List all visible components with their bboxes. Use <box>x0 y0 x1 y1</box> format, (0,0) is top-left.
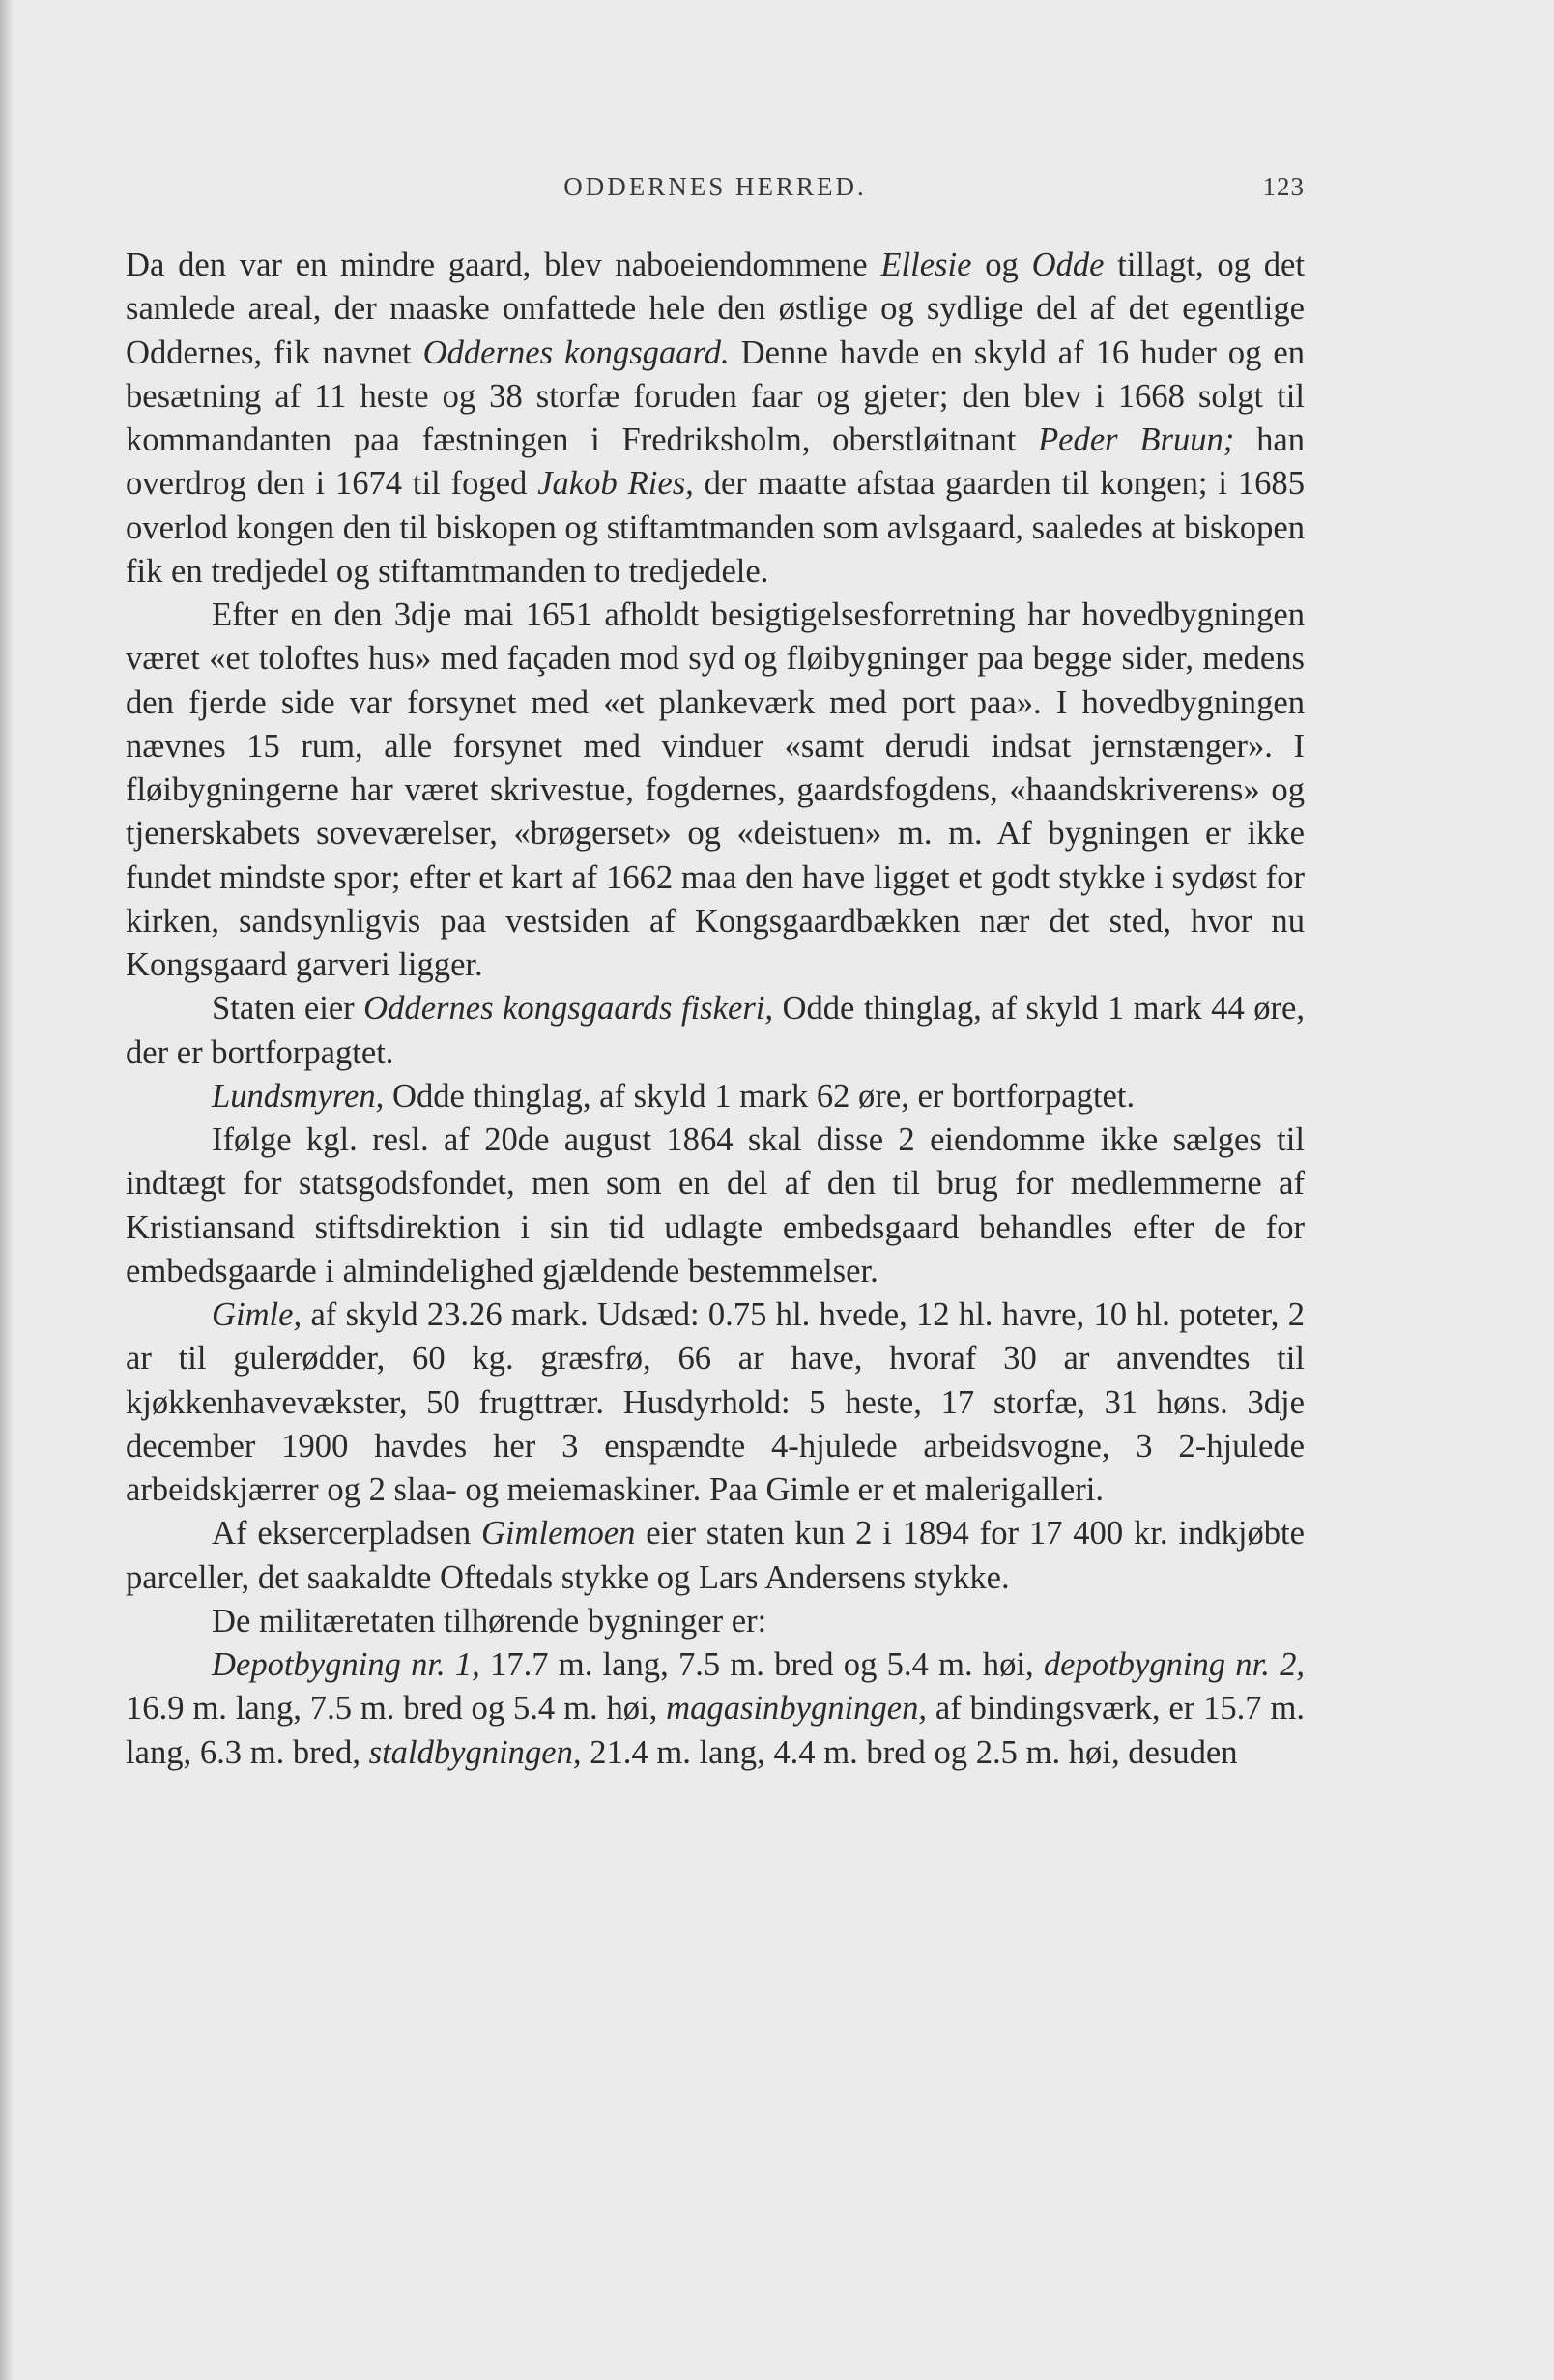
italic-text-run: Gimlemoen <box>480 1515 636 1553</box>
italic-text-run: Lundsmyren, <box>212 1077 385 1115</box>
page-number: 123 <box>1262 172 1305 201</box>
italic-text-run: depotbygning nr. 2, <box>1043 1646 1306 1683</box>
text-run: Ifølge kgl. resl. af 20de august 1864 skal disse 2 eiendomme ikke sælges til indtægt for statsgodsfondet, men som en del af den til brug for medlemmerne af Kristiansand stiftsdirektion i sin tid udlagte embedsgaard behandles efter de for embedsgaarde i almindelighed gjældende bestemmelser. <box>126 1121 1305 1290</box>
italic-text-run: magasinbygningen, <box>666 1690 928 1727</box>
text-run: tillagt, og det samlede areal, der maaske omfattede hele den østlige og sydlige del af det egentlige Oddernes, fik navnet <box>126 247 1305 371</box>
text-run: han overdrog den i 1674 til foged <box>126 421 1305 503</box>
paragraph <box>126 1512 1305 1600</box>
body-text <box>126 244 1305 1775</box>
paragraph <box>126 594 1305 987</box>
paragraph <box>126 1075 1305 1118</box>
page-edge-shadow <box>0 0 14 2380</box>
text-run: Odde thinglag, af skyld 1 mark 44 øre, der er bortforpagtet. <box>126 990 1305 1071</box>
text-run: 21.4 m. lang, 4.4 m. bred og 2.5 m. høi, desuden <box>581 1733 1238 1771</box>
text-run: Odde thinglag, af skyld 1 mark 62 øre, er bortforpagtet. <box>384 1077 1136 1115</box>
italic-text-run: staldbygningen, <box>368 1733 582 1771</box>
running-title: ODDERNES HERRED. <box>563 172 867 201</box>
italic-text-run: Ellesie <box>880 247 972 283</box>
text-run: Da den var en mindre gaard, blev naboeiendommene <box>126 247 881 283</box>
italic-text-run: Jakob Ries, <box>537 465 694 503</box>
text-run: Af eksercerpladsen <box>212 1515 481 1553</box>
page-header <box>126 172 1305 211</box>
italic-text-run: Depotbygning nr. 1, <box>212 1646 480 1683</box>
italic-text-run: Oddernes kongsgaard. <box>422 334 730 371</box>
text-run: Staten eier <box>212 990 364 1028</box>
text-run: Denne havde en skyld af 16 huder og en besætning af 11 heste og 38 storfæ foruden faar og gjeter; den blev i 1668 solgt til kommandanten paa fæstningen i Fredriksholm, oberstløitnant <box>126 334 1305 458</box>
text-run: og <box>971 247 1032 283</box>
paragraph <box>126 1643 1305 1775</box>
paragraph <box>126 1600 1305 1643</box>
italic-text-run: Gimle, <box>212 1296 302 1333</box>
text-run: De militæretaten tilhørende bygninger er: <box>212 1602 767 1640</box>
text-run: Efter en den 3dje mai 1651 afholdt besigtigelsesforretning har hovedbygningen været «et toloftes hus» med façaden mod syd og fløibygninger paa begge sider, medens den fjerde side var forsynet med «et plankeværk med port paa». I hovedbygningen nævnes 15 rum, alle forsynet med vinduer «samt derudi indsat jernstænger». I fløibygningerne har været skrivestue, fogdernes, gaardsfogdens, «haandskriverens» og tjenerskabets soveværelser, «brøgerset» og «deistuen» m. m. Af bygningen er ikke fundet mindste spor; efter et kart af 1662 maa den have ligget et godt stykke i sydøst for kirken, sandsynligvis paa vestsiden af Kongsgaardbækken nær det sted, hvor nu Kongsgaard garveri ligger. <box>126 596 1305 983</box>
paragraph <box>126 244 1305 594</box>
text-run: eier staten kun 2 i 1894 for 17 400 kr. indkjøbte parceller, det saakaldte Oftedals stykke og Lars Andersens stykke. <box>126 1515 1305 1596</box>
text-run: af bindingsværk, er 15.7 m. lang, 6.3 m. bred, <box>126 1690 1305 1771</box>
text-run: af skyld 23.26 mark. Udsæd: 0.75 hl. hvede, 12 hl. havre, 10 hl. poteter, 2 ar til gulerødder, 60 kg. græsfrø, 66 ar have, hvoraf 30 ar anvendtes til kjøkkenhavevækster, 50 frugttrær. Husdyrhold: 5 heste, 17 storfæ, 31 høns. 3dje december 1900 havdes her 3 enspændte 4-hjulede arbeidsvogne, 3 2-hjulede arbeidskjærrer og 2 slaa- og meiemaskiner. Paa Gimle er et malerigalleri. <box>126 1296 1305 1508</box>
text-run: der maatte afstaa gaarden til kongen; i 1685 overlod kongen den til biskopen og stiftamtmanden som avlsgaard, saaledes at biskopen fik en tredjedel og stiftamtmanden to tredjedele. <box>126 465 1305 590</box>
paragraph <box>126 987 1305 1075</box>
paragraph <box>126 1293 1305 1512</box>
paragraph <box>126 1118 1305 1293</box>
italic-text-run: Peder Bruun; <box>1038 421 1235 458</box>
italic-text-run: Odde <box>1031 247 1105 283</box>
text-run: 17.7 m. lang, 7.5 m. bred og 5.4 m. høi, <box>479 1646 1044 1683</box>
italic-text-run: Oddernes kongsgaards fiskeri, <box>363 990 774 1028</box>
text-run: 16.9 m. lang, 7.5 m. bred og 5.4 m. høi, <box>126 1690 667 1727</box>
